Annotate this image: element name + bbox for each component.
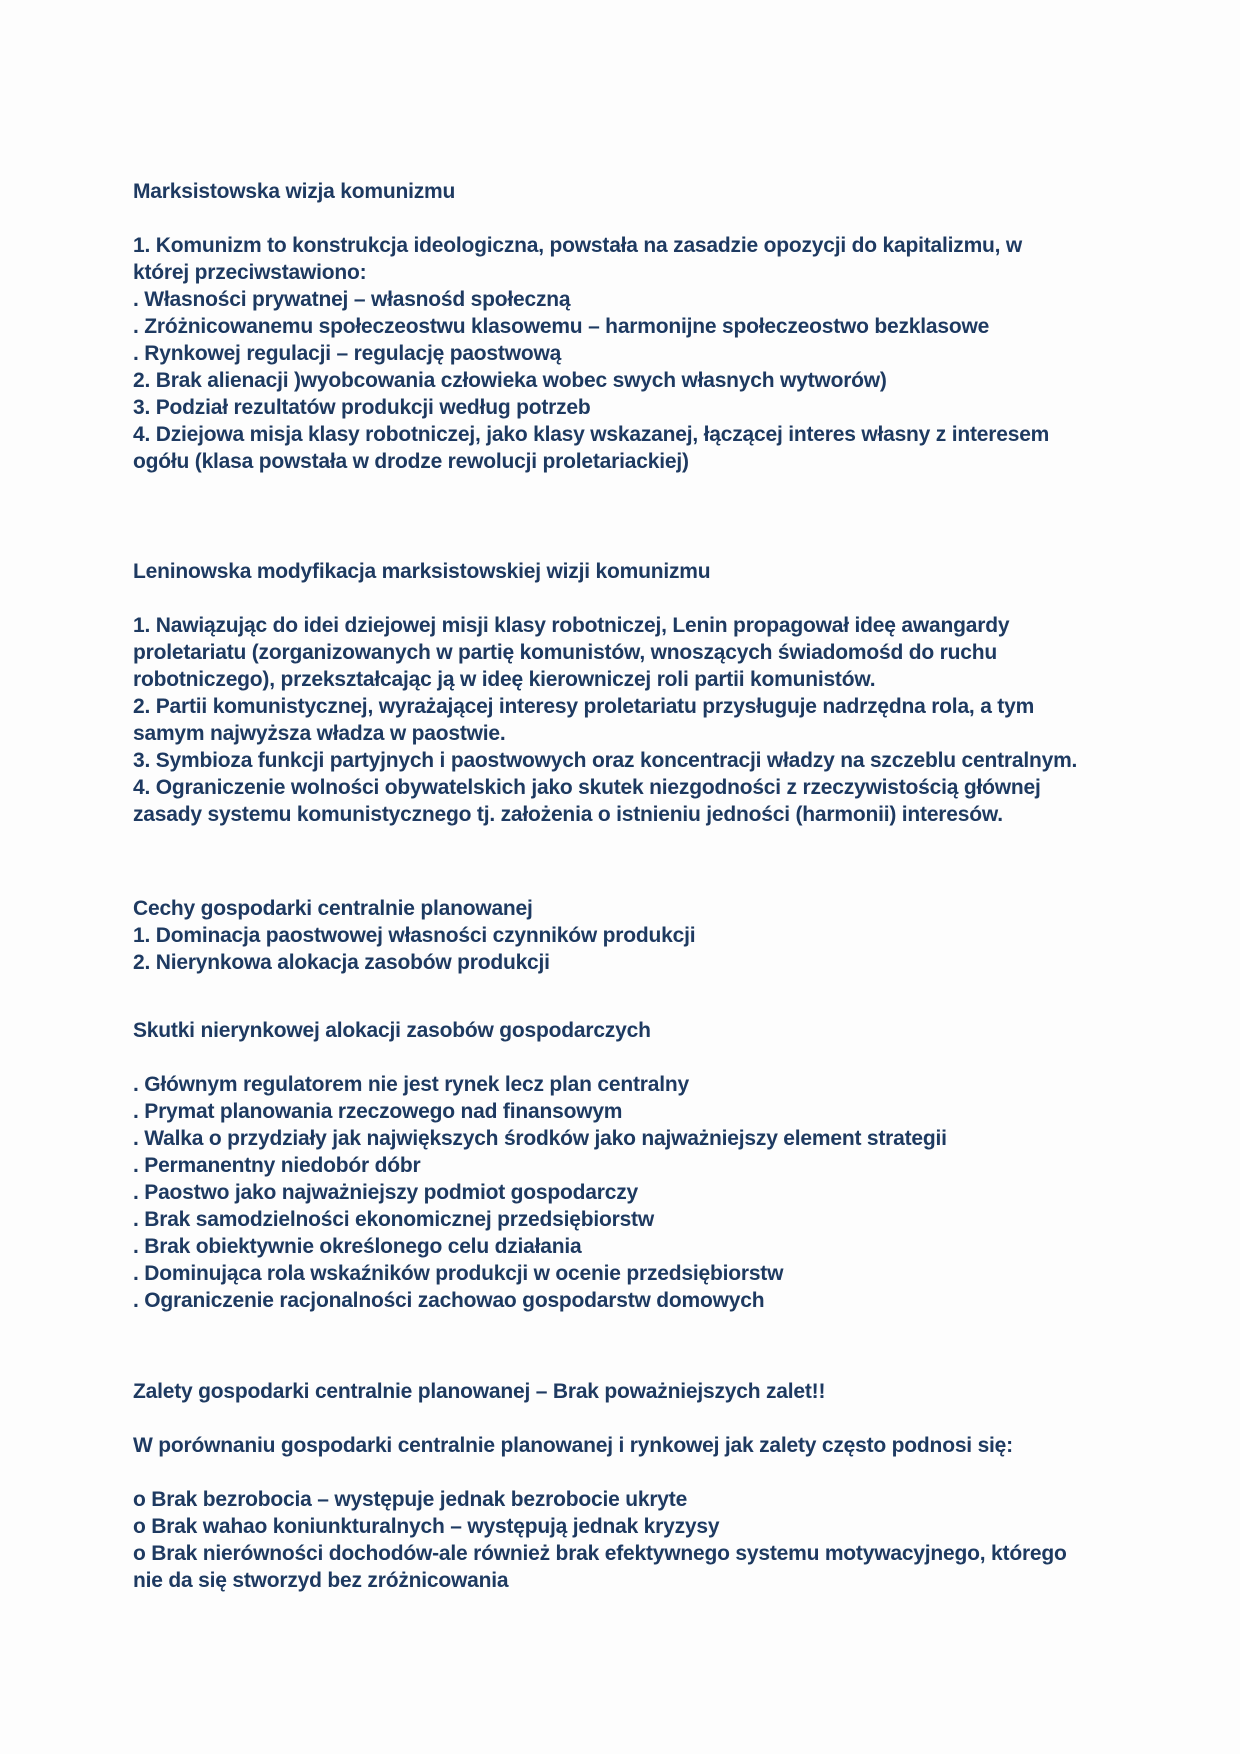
text-line: 4. Ograniczenie wolności obywatelskich jako skutek niezgodności z rzeczywistością głównej: [133, 776, 1041, 799]
heading-marksistowska: [133, 178, 1140, 205]
text-line: 1. Komunizm to konstrukcja ideologiczna, powstała na zasadzie opozycji do kapitalizmu, w: [133, 234, 1023, 257]
text-line: ogółu (klasa powstała w drodze rewolucji proletariackiej): [133, 450, 689, 473]
list-item: . Głównym regulatorem nie jest rynek lecz plan centralny: [133, 1073, 689, 1096]
text-line: . Rynkowej regulacji – regulację paostwową: [133, 342, 562, 365]
list-item: o Brak bezrobocia – występuje jednak bezrobocie ukryte: [133, 1488, 688, 1511]
heading-leninowska: [133, 558, 1140, 585]
text-line: 4. Dziejowa misja klasy robotniczej, jako klasy wskazanej, łączącej interes własny z interesem: [133, 423, 1050, 446]
list-item: . Paostwo jako najważniejszy podmiot gospodarczy: [133, 1181, 639, 1204]
text-line: 3. Symbioza funkcji partyjnych i paostwowych oraz koncentracji władzy na szczeblu centralnym.: [133, 749, 1078, 772]
list-item: . Dominująca rola wskaźników produkcji w ocenie przedsiębiorstw: [133, 1262, 784, 1285]
list-zalety: [133, 1486, 1140, 1594]
text-line: 2. Brak alienacji )wyobcowania człowieka wobec swych własnych wytworów): [133, 369, 887, 392]
text-line: samym najwyższa władza w paostwie.: [133, 722, 506, 745]
paragraph-lenin: [133, 612, 1140, 828]
text-line: 3. Podział rezultatów produkcji według potrzeb: [133, 396, 591, 419]
heading-text: Zalety gospodarki centralnie planowanej – Brak poważniejszych zalet!!: [133, 1380, 826, 1403]
list-item: . Prymat planowania rzeczowego nad finansowym: [133, 1100, 623, 1123]
heading-text: Marksistowska wizja komunizmu: [133, 180, 456, 203]
text-line: 2. Partii komunistycznej, wyrażającej interesy proletariatu przysługuje nadrzędna rola, a tym: [133, 695, 1035, 718]
list-skutki: [133, 1071, 1140, 1314]
list-item: . Brak samodzielności ekonomicznej przedsiębiorstw: [133, 1208, 654, 1231]
list-item: . Permanentny niedobór dóbr: [133, 1154, 421, 1177]
text-line: . Zróżnicowanemu społeczeostwu klasowemu – harmonijne społeczeostwo bezklasowe: [133, 315, 990, 338]
list-item: . Walka o przydziały jak największych środków jako najważniejszy element strategii: [133, 1127, 947, 1150]
list-item: nie da się stworzyd bez zróżnicowania: [133, 1569, 509, 1592]
text-line: której przeciwstawiono:: [133, 261, 367, 284]
heading-skutki: [133, 1017, 1140, 1044]
text-line: 2. Nierynkowa alokacja zasobów produkcji: [133, 951, 550, 974]
text-line: . Własności prywatnej – własnośd społeczną: [133, 288, 571, 311]
heading-text: Cechy gospodarki centralnie planowanej: [133, 897, 533, 920]
list-item: o Brak nierówności dochodów-ale również brak efektywnego systemu motywacyjnego, którego: [133, 1542, 1067, 1565]
paragraph-porownanie: [133, 1432, 1140, 1459]
text-line: robotniczego), przekształcając ją w ideę kierowniczej roli partii komunistów.: [133, 668, 876, 691]
heading-text: Skutki nierynkowej alokacji zasobów gospodarczych: [133, 1019, 651, 1042]
paragraph-cechy: [133, 895, 1140, 976]
heading-zalety: [133, 1378, 1140, 1405]
paragraph-komunizm: [133, 232, 1140, 475]
list-item: . Ograniczenie racjonalności zachowao gospodarstw domowych: [133, 1289, 765, 1312]
list-item: . Brak obiektywnie określonego celu działania: [133, 1235, 582, 1258]
heading-text: Leninowska modyfikacja marksistowskiej wizji komunizmu: [133, 560, 711, 583]
text-line: 1. Nawiązując do idei dziejowej misji klasy robotniczej, Lenin propagował ideę awangardy: [133, 614, 1010, 637]
text-line: 1. Dominacja paostwowej własności czynników produkcji: [133, 924, 696, 947]
list-item: o Brak wahao koniunkturalnych – występują jednak kryzysy: [133, 1515, 720, 1538]
text-line: zasady systemu komunistycznego tj. założenia o istnieniu jedności (harmonii) interesów.: [133, 803, 1003, 826]
text-line: proletariatu (zorganizowanych w partię komunistów, wnoszących świadomośd do ruchu: [133, 641, 997, 664]
text-line: W porównaniu gospodarki centralnie planowanej i rynkowej jak zalety często podnosi się:: [133, 1434, 1013, 1457]
